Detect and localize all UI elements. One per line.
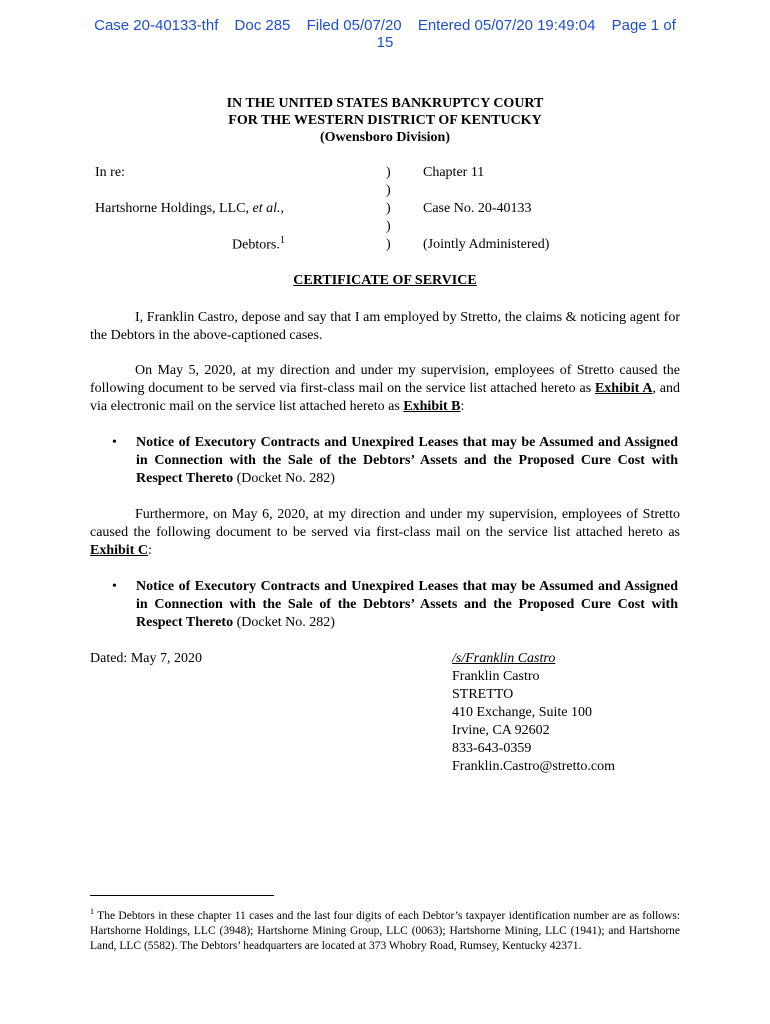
- bullet-icon: •: [112, 579, 117, 594]
- caption-debtors-label: [232, 232, 285, 255]
- signer-name: Franklin Castro: [452, 669, 540, 684]
- paren: ): [386, 183, 391, 198]
- exhibit-a-ref: Exhibit A: [594, 381, 653, 396]
- bullet-item-2: [112, 578, 678, 632]
- filed-date-stamp: Filed 05/07/20: [306, 17, 402, 34]
- entered-date-stamp: Entered 05/07/20 19:49:04: [417, 17, 596, 34]
- document-title: CERTIFICATE OF SERVICE: [293, 273, 477, 288]
- bullet-item-1: [112, 434, 678, 488]
- paragraph-3-end: :: [147, 543, 152, 558]
- footnote-text: The Debtors in these chapter 11 cases and the last four digits of each Debtor’s taxpayer identification number are as follows: Hartshorne Holdings, LLC (3948); Hartshorne Mining Group, LLC (0063); Hartshorne Mining, LLC (1941); and Hartshorne Land, LLC (5582). The Debtors’ headquarters are located at 373 Whobry Road, Rumsey, Kentucky 42371.: [90, 909, 680, 952]
- court-name: IN THE UNITED STATES BANKRUPTCY COURT: [226, 96, 544, 111]
- footnote-mark: 1: [90, 907, 94, 916]
- paren: ): [386, 219, 391, 234]
- address-line-2: Irvine, CA 92602: [452, 723, 550, 738]
- paren: ): [386, 237, 391, 252]
- caption-debtor-name: [95, 200, 284, 218]
- email-address: Franklin.Castro@stretto.com: [452, 759, 615, 774]
- exhibit-b-ref: Exhibit B: [403, 399, 461, 414]
- caption-in-re: In re:: [95, 165, 125, 180]
- bullet-2-document-title: Notice of Executory Contracts and Unexpired Leases that may be Assumed and Assigned in Connection with the Sale of the Debtors’ Assets and the Proposed Cure Cost with Respect Thereto: [136, 579, 678, 630]
- footnote-divider: [90, 895, 274, 896]
- ecf-header-stamp: [0, 17, 770, 51]
- page-total-stamp: 15: [376, 34, 394, 51]
- paren: ): [386, 201, 391, 216]
- bullet-1-document-title: Notice of Executory Contracts and Unexpired Leases that may be Assumed and Assigned in Connection with the Sale of the Debtors’ Assets and the Proposed Cure Cost with Respect Thereto: [136, 435, 678, 486]
- court-heading: [0, 95, 770, 146]
- address-line-1: 410 Exchange, Suite 100: [452, 705, 592, 720]
- caption-jointly-administered: (Jointly Administered): [423, 237, 550, 252]
- footnote-ref: 1: [279, 235, 285, 246]
- signer-company: STRETTO: [452, 687, 514, 702]
- court-division: (Owensboro Division): [319, 130, 451, 145]
- paragraph-2-text-mid: , and via electronic mail on the service list attached hereto as: [90, 381, 680, 414]
- phone-number: 833-643-0359: [452, 741, 532, 756]
- bullet-1-docket: (Docket No. 282): [233, 471, 335, 486]
- paragraph-2-end: :: [460, 399, 465, 414]
- doc-number-stamp: Doc 285: [234, 17, 291, 34]
- paragraph-1-text: I, Franklin Castro, depose and say that I am employed by Stretto, the claims & noticing agent for the Debtors in the above-captioned cases.: [90, 310, 680, 343]
- debtors-label-text: Debtors.: [232, 237, 280, 253]
- caption-chapter: Chapter 11: [423, 165, 485, 180]
- page-label-stamp: Page 1 of: [611, 17, 676, 34]
- bullet-icon: •: [112, 435, 117, 450]
- paragraph-2-text: On May 5, 2020, at my direction and under my supervision, employees of Stretto caused the following document to be served via first-class mail on the service list attached hereto as: [90, 363, 680, 396]
- court-district: FOR THE WESTERN DISTRICT OF KENTUCKY: [228, 113, 542, 128]
- signature: /s/Franklin Castro: [452, 651, 556, 666]
- paragraph-3-text: Furthermore, on May 6, 2020, at my direction and under my supervision, employees of Stretto caused the following document to be served via first-class mail on the service list attached hereto as: [90, 507, 680, 540]
- et-al: et al.,: [252, 201, 284, 216]
- debtor-name: Hartshorne Holdings, LLC,: [95, 201, 249, 216]
- caption-case-no: Case No. 20-40133: [423, 201, 532, 216]
- footnote: [90, 904, 680, 954]
- paragraph-service-may-6: [90, 506, 680, 560]
- bullet-2-docket: (Docket No. 282): [233, 615, 335, 630]
- exhibit-c-ref: Exhibit C: [90, 543, 148, 558]
- signature-block: [452, 650, 615, 776]
- paragraph-declaration: [90, 309, 680, 345]
- dated-line: Dated: May 7, 2020: [90, 651, 202, 666]
- case-number-stamp: Case 20-40133-thf: [94, 17, 219, 34]
- paragraph-service-may-5: [90, 362, 680, 416]
- caption-paren-column: [386, 164, 391, 254]
- paren: ): [386, 165, 391, 180]
